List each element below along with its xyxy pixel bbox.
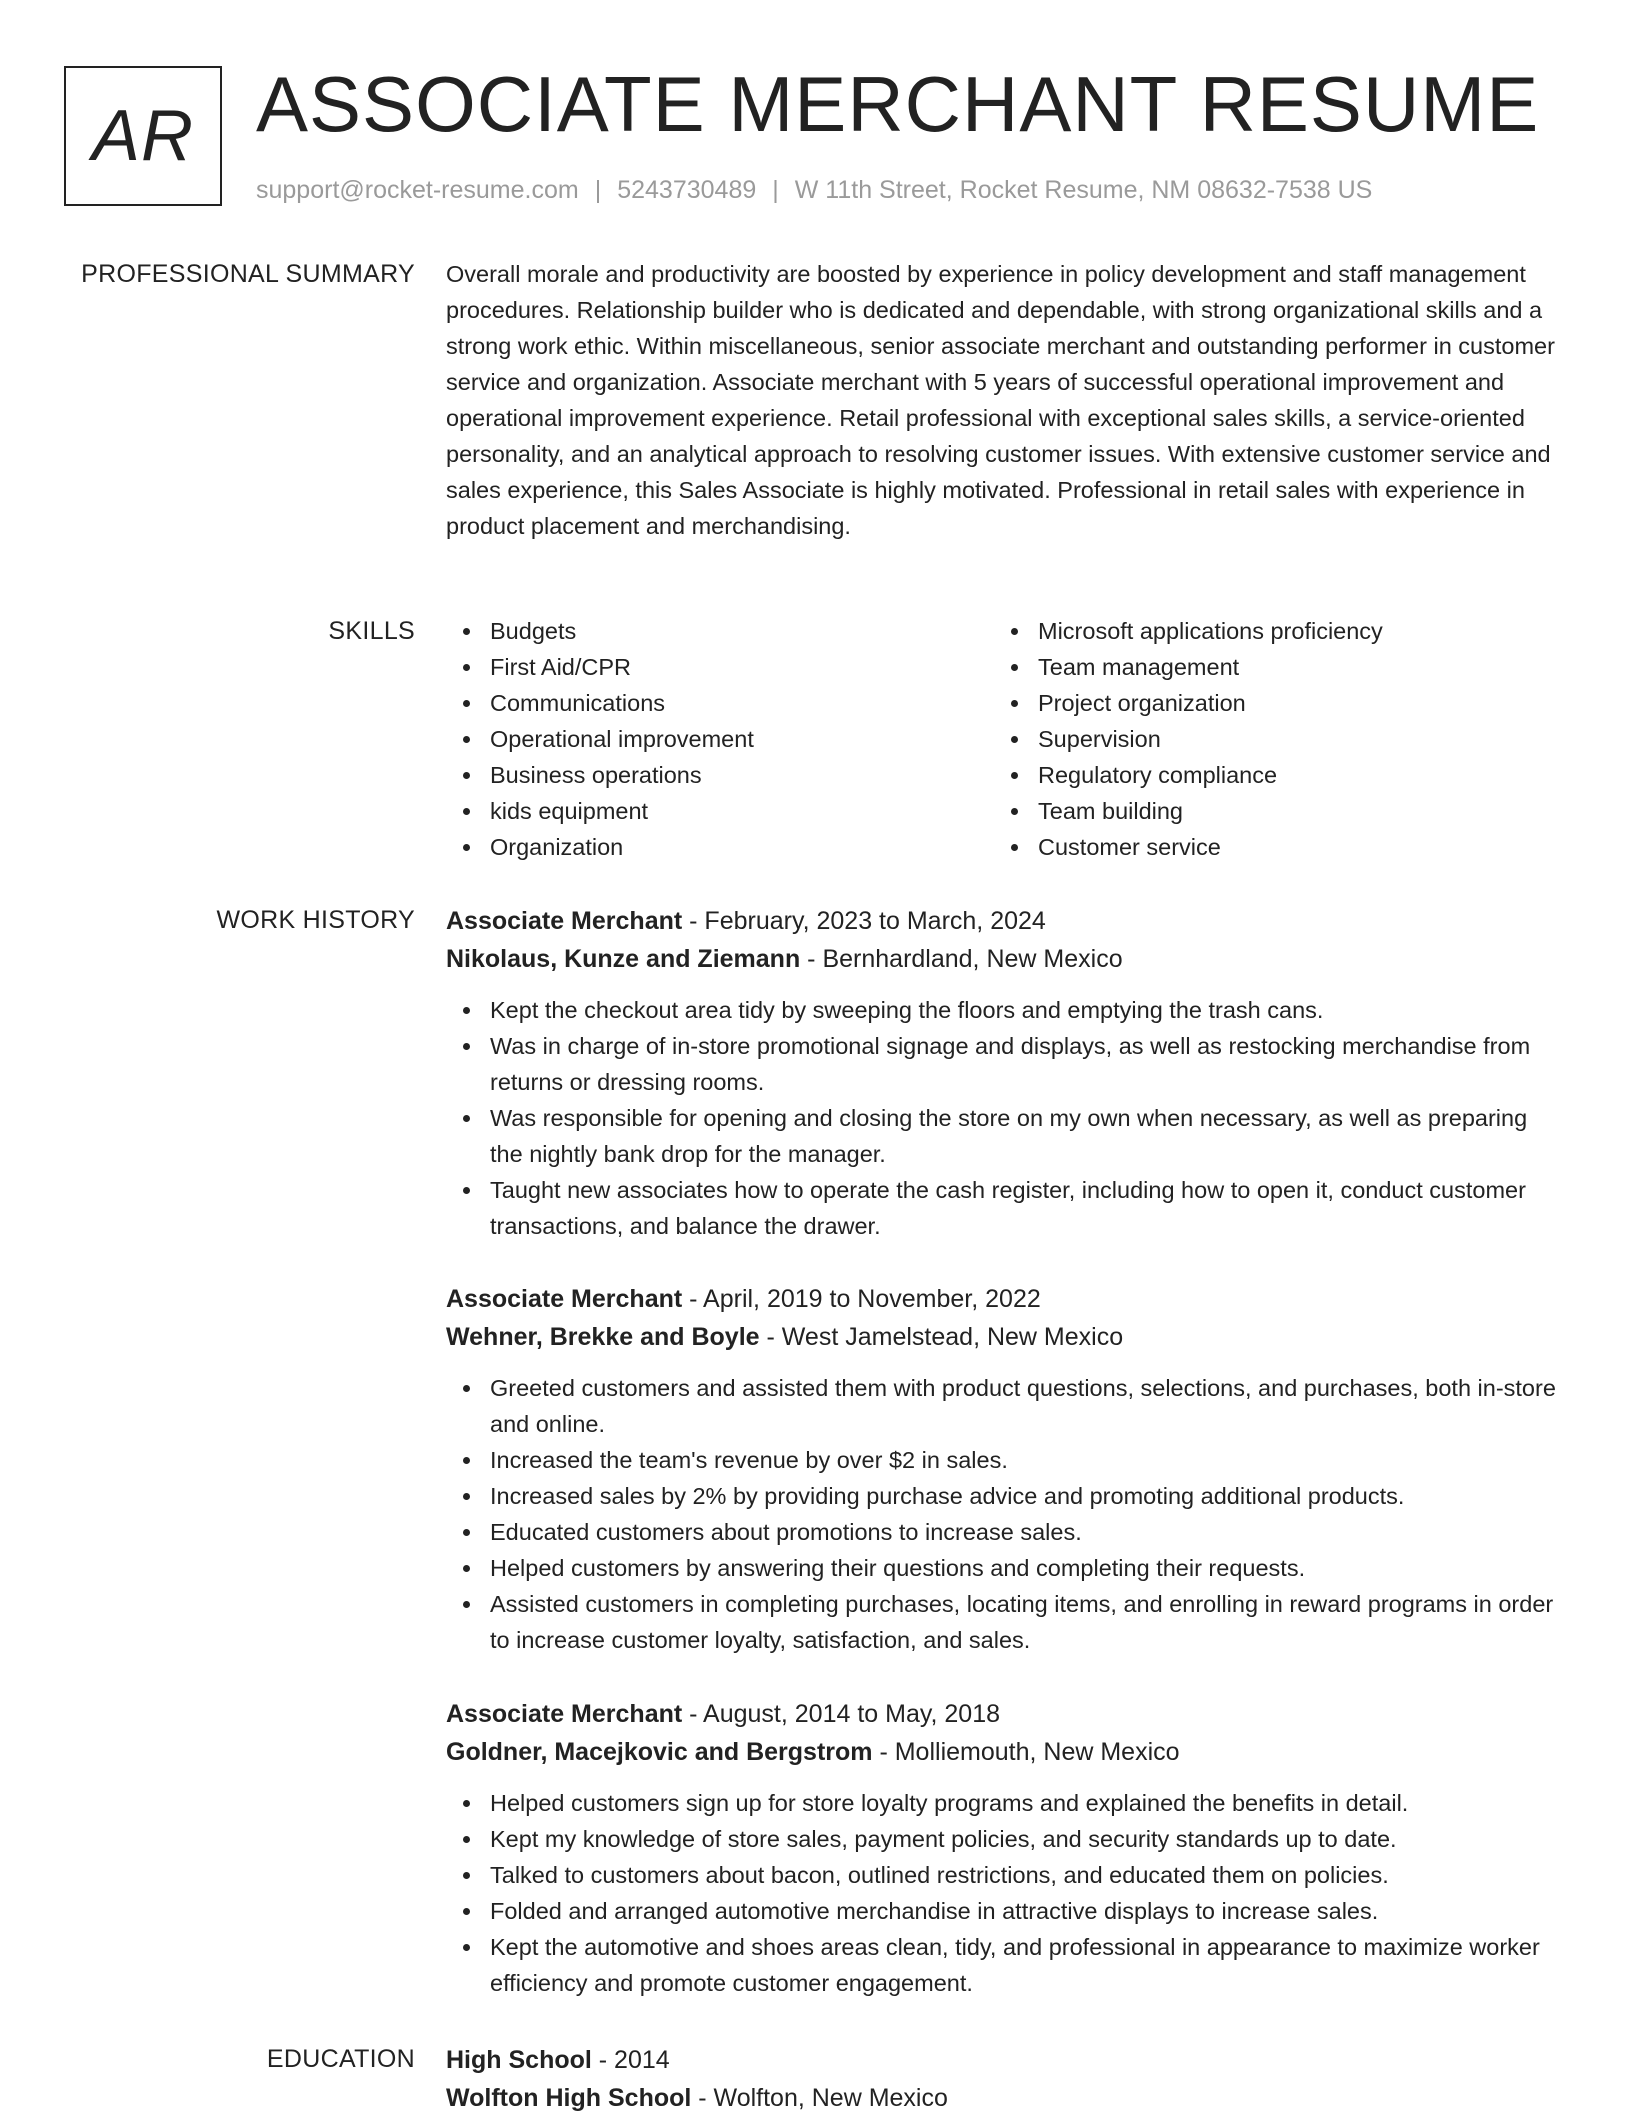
contact-address: W 11th Street, Rocket Resume, NM 08632-7538 US <box>794 176 1373 204</box>
job-title-line <box>446 1280 1561 1318</box>
job-dates: - August, 2014 to May, 2018 <box>682 1700 1001 1728</box>
job-bullet: Folded and arranged automotive merchandise in attractive displays to increase sales. <box>446 1893 1561 1929</box>
job-title-line <box>446 1695 1561 1733</box>
education-school: Wolfton High School <box>446 2084 692 2112</box>
skill-item: Organization <box>446 829 994 865</box>
skills-list-right <box>994 613 1542 865</box>
contact-phone: 5243730489 <box>617 176 757 204</box>
job-bullets <box>446 992 1561 1244</box>
job-bullet: Greeted customers and assisted them with product questions, selections, and purchases, both in-store and online. <box>446 1370 1561 1442</box>
skill-item: Budgets <box>446 613 994 649</box>
job-title-line <box>446 902 1561 940</box>
job-dates: - April, 2019 to November, 2022 <box>682 1285 1041 1313</box>
job-title: Associate Merchant <box>446 1285 683 1313</box>
job-bullet: Kept my knowledge of store sales, payment policies, and security standards up to date. <box>446 1821 1561 1857</box>
job-location: - Bernhardland, New Mexico <box>800 945 1123 973</box>
contact-email: support@rocket-resume.com <box>256 176 579 204</box>
job-bullet: Increased the team's revenue by over $2 in sales. <box>446 1442 1561 1478</box>
page-title: ASSOCIATE MERCHANT RESUME <box>256 60 1540 148</box>
skill-item: Communications <box>446 685 994 721</box>
job-bullet: Kept the checkout area tidy by sweeping the floors and emptying the trash cans. <box>446 992 1561 1028</box>
skill-item: Business operations <box>446 757 994 793</box>
monogram-badge: AR <box>64 66 222 206</box>
contact-line <box>256 173 1372 207</box>
education-school-line <box>446 2079 1561 2117</box>
skills-list-left <box>446 613 994 865</box>
skill-item: Team management <box>994 649 1542 685</box>
education-degree-line <box>446 2041 1561 2079</box>
skill-item: Project organization <box>994 685 1542 721</box>
job-bullet: Educated customers about promotions to increase sales. <box>446 1514 1561 1550</box>
resume-header <box>0 0 1632 240</box>
job-bullets <box>446 1370 1561 1658</box>
job-bullet: Was in charge of in-store promotional signage and displays, as well as restocking merchandise from returns or dressing rooms. <box>446 1028 1561 1100</box>
job-company: Wehner, Brekke and Boyle <box>446 1323 760 1351</box>
skill-item: Regulatory compliance <box>994 757 1542 793</box>
job-bullet: Assisted customers in completing purchases, locating items, and enrolling in reward programs in order to increase customer loyalty, satisfaction, and sales. <box>446 1586 1561 1658</box>
education-degree: High School <box>446 2046 592 2074</box>
skill-item: Customer service <box>994 829 1542 865</box>
job-location: - Molliemouth, New Mexico <box>872 1738 1180 1766</box>
skill-item: Microsoft applications proficiency <box>994 613 1542 649</box>
job-bullet: Helped customers by answering their questions and completing their requests. <box>446 1550 1561 1586</box>
job-entry <box>446 1695 1561 2001</box>
summary-text: Overall morale and productivity are boosted by experience in policy development and staff management procedures. Relationship builder who is dedicated and dependable, with strong organizational skills and a strong work ethic. Within miscellaneous, senior associate merchant and outstanding performer in customer service and organization. Associate merchant with 5 years of successful operational improvement and operational improvement experience. Retail professional with exceptional sales skills, a service-oriented personality, and an analytical approach to resolving customer issues. With extensive customer service and sales experience, this Sales Associate is highly motivated. Professional in retail sales with experience in product placement and merchandising. <box>446 261 1555 539</box>
section-label-education: EDUCATION <box>266 2045 415 2073</box>
job-company: Nikolaus, Kunze and Ziemann <box>446 945 801 973</box>
section-label-work-history: WORK HISTORY <box>216 906 415 934</box>
job-bullet: Helped customers sign up for store loyalty programs and explained the benefits in detail. <box>446 1785 1561 1821</box>
job-entry <box>446 1280 1561 1658</box>
job-dates: - February, 2023 to March, 2024 <box>682 907 1046 935</box>
skill-item: kids equipment <box>446 793 994 829</box>
education-location: - Wolfton, New Mexico <box>691 2084 948 2112</box>
job-bullet: Kept the automotive and shoes areas clean, tidy, and professional in appearance to maximize worker efficiency and promote customer engagement. <box>446 1929 1561 2001</box>
contact-separator: | <box>594 176 602 204</box>
section-label-summary: PROFESSIONAL SUMMARY <box>81 260 415 288</box>
section-label-skills: SKILLS <box>328 617 415 645</box>
job-company-line <box>446 940 1561 978</box>
job-entry <box>446 902 1561 1244</box>
skill-item: Supervision <box>994 721 1542 757</box>
job-bullet: Increased sales by 2% by providing purchase advice and promoting additional products. <box>446 1478 1561 1514</box>
job-company-line <box>446 1318 1561 1356</box>
job-bullet: Was responsible for opening and closing the store on my own when necessary, as well as preparing the nightly bank drop for the manager. <box>446 1100 1561 1172</box>
job-location: - West Jamelstead, New Mexico <box>759 1323 1124 1351</box>
job-title: Associate Merchant <box>446 907 683 935</box>
job-company: Goldner, Macejkovic and Bergstrom <box>446 1738 873 1766</box>
skill-item: Operational improvement <box>446 721 994 757</box>
job-title: Associate Merchant <box>446 1700 683 1728</box>
job-bullet: Talked to customers about bacon, outlined restrictions, and educated them on policies. <box>446 1857 1561 1893</box>
skill-item: Team building <box>994 793 1542 829</box>
job-bullets <box>446 1785 1561 2001</box>
skill-item: First Aid/CPR <box>446 649 994 685</box>
job-bullet: Taught new associates how to operate the cash register, including how to open it, conduct customer transactions, and balance the drawer. <box>446 1172 1561 1244</box>
job-company-line <box>446 1733 1561 1771</box>
education-year: - 2014 <box>591 2046 670 2074</box>
contact-separator: | <box>772 176 779 204</box>
